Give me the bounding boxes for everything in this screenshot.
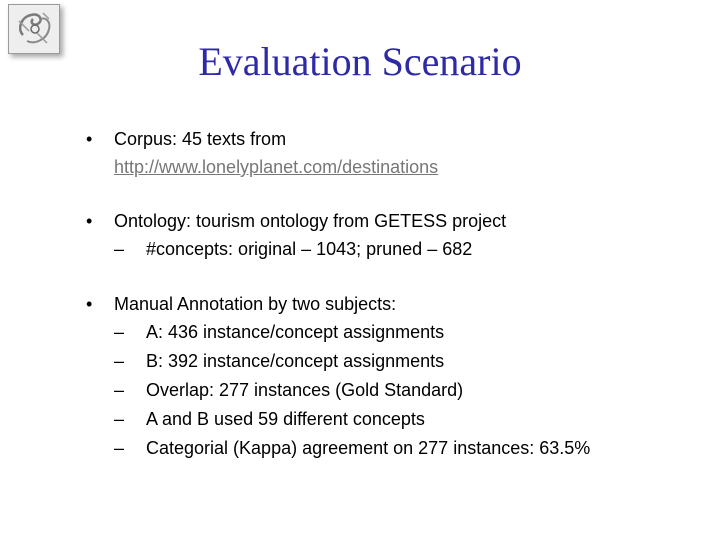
bullet-text: Ontology: tourism ontology from GETESS project: [114, 211, 507, 231]
sub-item: [114, 376, 706, 405]
bullet-marker: •: [86, 129, 93, 149]
page-title: Evaluation Scenario: [198, 39, 522, 84]
slide-content: [86, 125, 706, 489]
sub-item-text: A: 436 instance/concept assignments: [146, 322, 445, 342]
dash-marker: –: [114, 239, 125, 259]
dash-marker: –: [114, 322, 125, 342]
sub-item: [114, 434, 706, 463]
sub-item-text: Categorial (Kappa) agreement on 277 instances: 63.5%: [146, 438, 591, 458]
sub-item: [114, 235, 706, 264]
destinations-link[interactable]: http://www.lonelyplanet.com/destinations: [114, 157, 439, 177]
sub-item-text: A and B used 59 different concepts: [146, 409, 425, 429]
sub-item-text: Overlap: 277 instances (Gold Standard): [146, 380, 464, 400]
dash-marker: –: [114, 409, 125, 429]
bullet-ontology: [86, 207, 706, 264]
bullet-marker: •: [86, 211, 93, 231]
dash-marker: –: [114, 380, 125, 400]
sub-item-text: #concepts: original – 1043; pruned – 682: [146, 239, 473, 259]
bullet-corpus: [86, 125, 706, 181]
sub-item-text: B: 392 instance/concept assignments: [146, 351, 445, 371]
sub-item: [114, 318, 706, 347]
bullet-text: Manual Annotation by two subjects:: [114, 294, 397, 314]
sub-item: [114, 347, 706, 376]
bullet-marker: •: [86, 294, 93, 314]
sub-item: [114, 405, 706, 434]
dash-marker: –: [114, 438, 125, 458]
bullet-text: Corpus: 45 texts from: [114, 129, 287, 149]
dash-marker: –: [114, 351, 125, 371]
bullet-annotation: [86, 290, 706, 463]
